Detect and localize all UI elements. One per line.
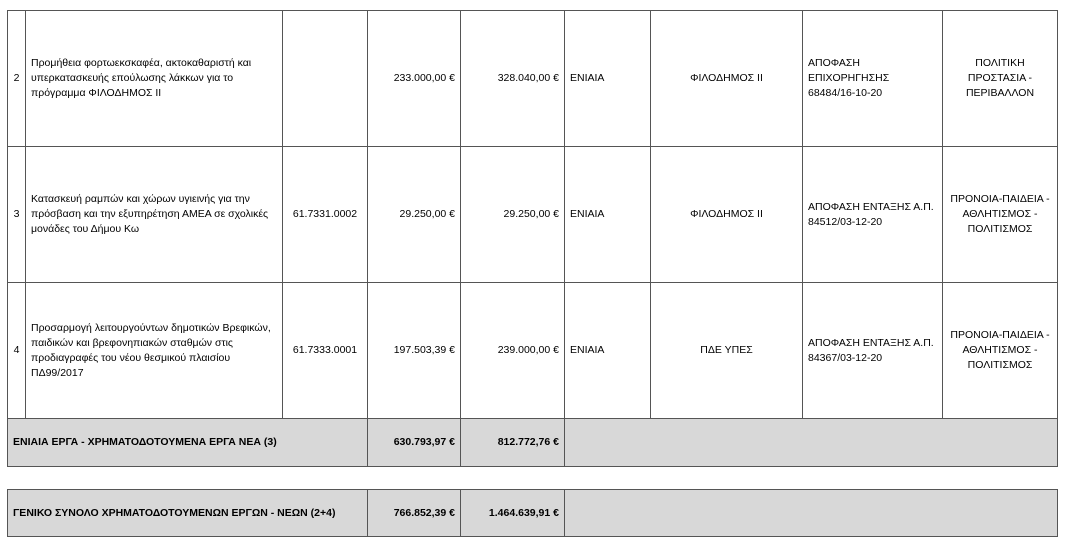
project-type: ΕΝΙΑΙΑ — [565, 11, 651, 147]
subtotal-label: ΕΝΙΑΙΑ ΕΡΓΑ - ΧΡΗΜΑΤΟΔΟΤΟΥΜΕΝΑ ΕΡΓΑ ΝΕΑ (3) — [8, 419, 368, 467]
row-number: 2 — [8, 11, 26, 147]
subtotal-row — [8, 419, 1058, 467]
budget-code: 61.7331.0002 — [283, 147, 368, 283]
funding-program: ΦΙΛΟΔΗΜΟΣ ΙΙ — [651, 147, 803, 283]
subtotal-amount-2: 812.772,76 € — [461, 419, 565, 467]
projects-table — [7, 10, 1058, 467]
grand-total-empty — [565, 490, 1058, 537]
funding-program: ΠΔΕ ΥΠΕΣ — [651, 283, 803, 419]
grand-total-label: ΓΕΝΙΚΟ ΣΥΝΟΛΟ ΧΡΗΜΑΤΟΔΟΤΟΥΜΕΝΩΝ ΕΡΓΩΝ - ΝΕΩΝ (2+4) — [8, 490, 368, 537]
project-type: ΕΝΙΑΙΑ — [565, 147, 651, 283]
table-row — [8, 283, 1058, 419]
grand-total-row — [8, 490, 1058, 537]
table-row — [8, 11, 1058, 147]
project-type: ΕΝΙΑΙΑ — [565, 283, 651, 419]
amount-1: 233.000,00 € — [368, 11, 461, 147]
decision-ref: ΑΠΟΦΑΣΗ ΕΝΤΑΞΗΣ Α.Π. 84367/03-12-20 — [803, 283, 943, 419]
grand-total-amount-2: 1.464.639,91 € — [461, 490, 565, 537]
amount-2: 239.000,00 € — [461, 283, 565, 419]
grand-total-table — [7, 489, 1058, 537]
budget-code: 61.7333.0001 — [283, 283, 368, 419]
row-number: 3 — [8, 147, 26, 283]
amount-2: 328.040,00 € — [461, 11, 565, 147]
subtotal-empty — [565, 419, 1058, 467]
category: ΠΡΟΝΟΙΑ-ΠΑΙΔΕΙΑ - ΑΘΛΗΤΙΣΜΟΣ - ΠΟΛΙΤΙΣΜΟΣ — [943, 283, 1058, 419]
funding-program: ΦΙΛΟΔΗΜΟΣ ΙΙ — [651, 11, 803, 147]
grand-total-amount-1: 766.852,39 € — [368, 490, 461, 537]
project-description: Κατασκευή ραμπών και χώρων υγιεινής για την πρόσβαση και την εξυπηρέτηση ΑΜΕΑ σε σχολικές μονάδες του Δήμου Κω — [26, 147, 283, 283]
subtotal-amount-1: 630.793,97 € — [368, 419, 461, 467]
category: ΠΡΟΝΟΙΑ-ΠΑΙΔΕΙΑ - ΑΘΛΗΤΙΣΜΟΣ - ΠΟΛΙΤΙΣΜΟΣ — [943, 147, 1058, 283]
category: ΠΟΛΙΤΙΚΗ ΠΡΟΣΤΑΣΙΑ - ΠΕΡΙΒΑΛΛΟΝ — [943, 11, 1058, 147]
budget-code — [283, 11, 368, 147]
amount-1: 29.250,00 € — [368, 147, 461, 283]
amount-1: 197.503,39 € — [368, 283, 461, 419]
project-description: Προσαρμογή λειτουργούντων δημοτικών Βρεφικών, παιδικών και βρεφονηπιακών σταθμών στις προδιαγραφές του νέου θεσμικού πλαισίου ΠΔ99/2017 — [26, 283, 283, 419]
project-description: Προμήθεια φορτωεκσκαφέα, ακτοκαθαριστή και υπερκατασκευής επούλωσης λάκκων για το πρόγραμμα ΦΙΛΟΔΗΜΟΣ ΙΙ — [26, 11, 283, 147]
table-row — [8, 147, 1058, 283]
row-number: 4 — [8, 283, 26, 419]
decision-ref: ΑΠΟΦΑΣΗ ΕΠΙΧΟΡΗΓΗΣΗΣ 68484/16-10-20 — [803, 11, 943, 147]
decision-ref: ΑΠΟΦΑΣΗ ΕΝΤΑΞΗΣ Α.Π. 84512/03-12-20 — [803, 147, 943, 283]
amount-2: 29.250,00 € — [461, 147, 565, 283]
